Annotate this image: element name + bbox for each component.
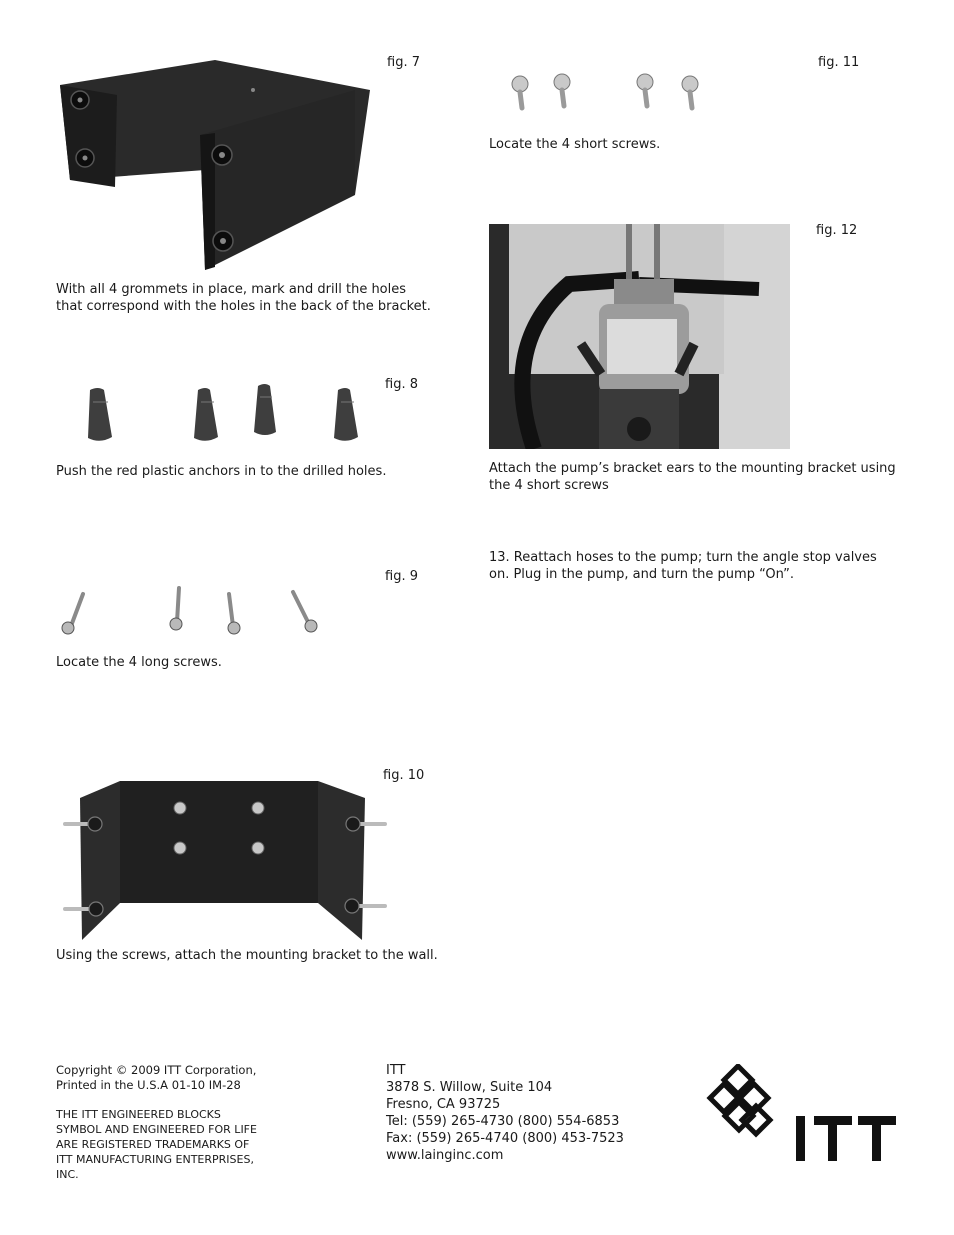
trademark-line: SYMBOL AND ENGINEERED FOR LIFE xyxy=(56,1123,257,1136)
trademark-notice xyxy=(56,1107,257,1182)
address-block xyxy=(386,1062,624,1164)
fig8-label: fig. 8 xyxy=(385,377,418,392)
fig8-caption: Push the red plastic anchors in to the drilled holes. xyxy=(56,464,387,479)
fig10-caption: Using the screws, attach the mounting bracket to the wall. xyxy=(56,948,438,963)
fig10-mounted-bracket-image xyxy=(60,778,395,943)
printed-line: Printed in the U.S.A 01-10 IM-28 xyxy=(56,1078,241,1092)
fig12-pump-photo xyxy=(489,224,790,449)
fig12-label: fig. 12 xyxy=(816,223,858,238)
city-state-zip: Fresno, CA 93725 xyxy=(386,1097,501,1112)
fig11-caption: Locate the 4 short screws. xyxy=(489,137,661,152)
copyright-block xyxy=(56,1063,256,1093)
step-13-text: 13. Reattach hoses to the pump; turn the angle stop valves on. Plug in the pump, and turn the pump “On”. xyxy=(489,550,877,582)
website-link[interactable]: www.lainginc.com xyxy=(386,1148,504,1163)
fig9-long-screws-image xyxy=(55,582,345,642)
trademark-line: ITT MANUFACTURING ENTERPRISES, xyxy=(56,1153,254,1166)
fig10-label: fig. 10 xyxy=(383,768,425,783)
copyright-line: Copyright © 2009 ITT Corporation, xyxy=(56,1063,257,1077)
trademark-line: INC. xyxy=(56,1168,79,1181)
itt-engineered-blocks-icon xyxy=(706,1064,906,1164)
trademark-line: ARE REGISTERED TRADEMARKS OF xyxy=(56,1138,250,1151)
company-name: ITT xyxy=(386,1063,406,1078)
fig7-label: fig. 7 xyxy=(387,55,420,70)
street-address: 3878 S. Willow, Suite 104 xyxy=(386,1080,553,1095)
fig11-label: fig. 11 xyxy=(818,55,860,70)
fig7-bracket-image xyxy=(55,55,375,275)
phone-line: Tel: (559) 265-4730 (800) 554-6853 xyxy=(386,1114,620,1129)
fig9-caption: Locate the 4 long screws. xyxy=(56,655,222,670)
itt-logo xyxy=(706,1064,906,1164)
fig12-caption: Attach the pump’s bracket ears to the mounting bracket using the 4 short screws xyxy=(489,461,896,493)
fig9-label: fig. 9 xyxy=(385,569,418,584)
trademark-line: THE ITT ENGINEERED BLOCKS xyxy=(56,1108,221,1121)
fig7-caption: With all 4 grommets in place, mark and drill the holes that correspond with the holes in the back of the bracket. xyxy=(56,282,431,314)
fig8-anchors-image xyxy=(60,382,370,447)
fax-line: Fax: (559) 265-4740 (800) 453-7523 xyxy=(386,1131,624,1146)
fig11-short-screws-image xyxy=(500,70,730,120)
